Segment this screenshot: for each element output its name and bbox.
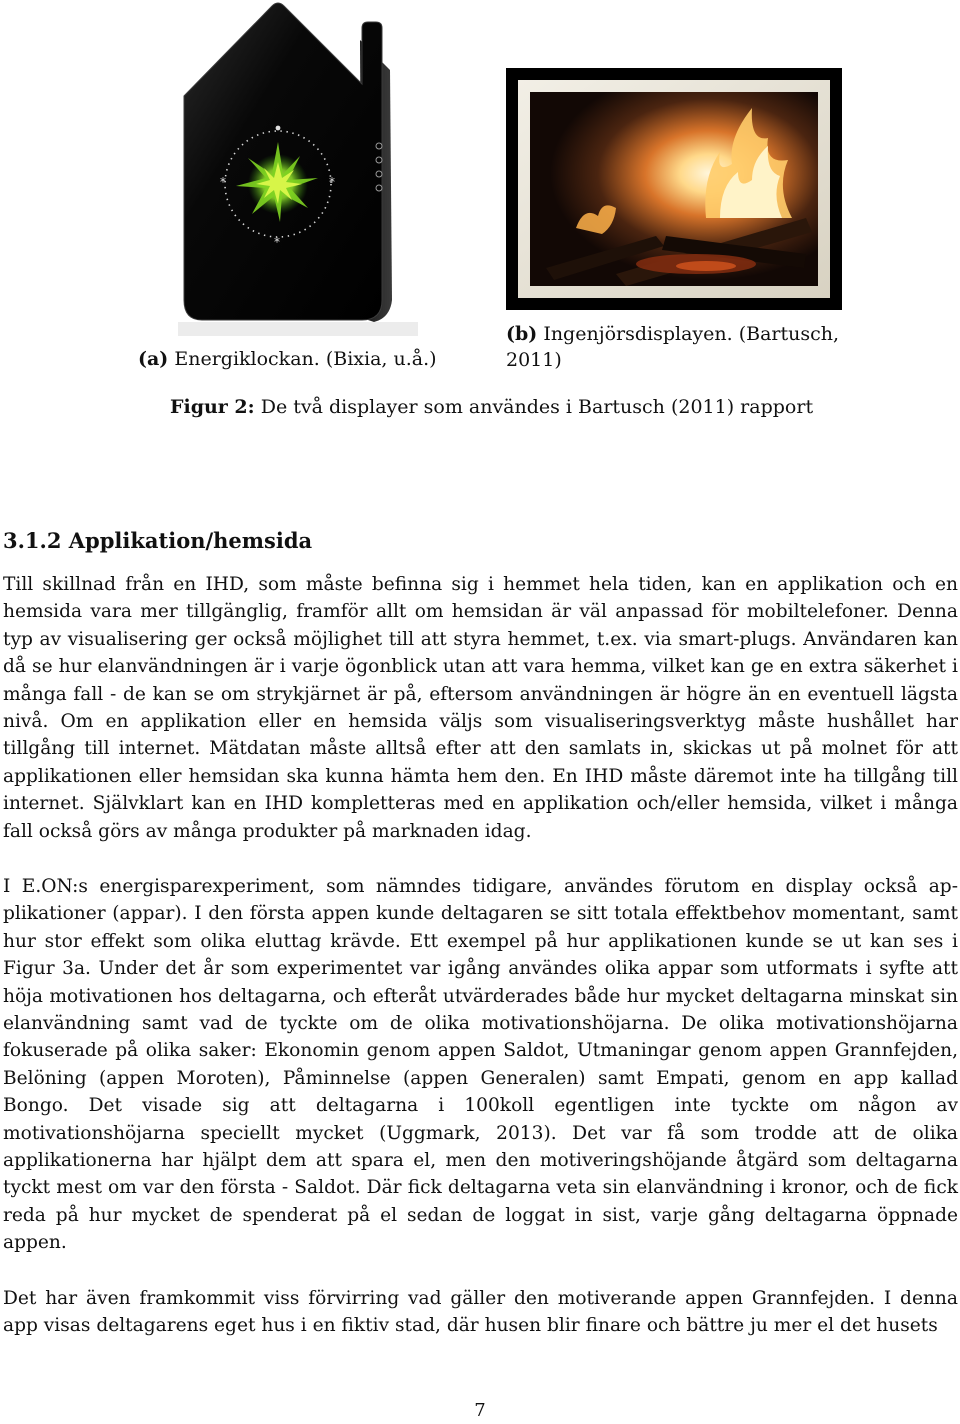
caption-b-line2: 2011) — [506, 349, 562, 371]
caption-a — [138, 347, 437, 372]
paragraph-3: Det har även framkommit viss förvirring vad gäller den motiverande appen Grannfejden. I denna app visas deltagarens eget hus i en fiktiv stad, där husen blir finare och bättre ju mer el det husets — [3, 1288, 958, 1337]
caption-b-line1: Ingenjörsdisplayen. (Bartusch, — [543, 323, 840, 345]
caption-b-cont — [506, 348, 562, 373]
fireplace-display-image — [506, 68, 842, 310]
figure-caption-text: De två displayer som användes i Bartusch (2011) rapport — [260, 396, 814, 418]
figure-label: Figur 2: — [170, 396, 255, 418]
caption-a-label: (a) — [138, 348, 169, 370]
svg-text:*: * — [220, 175, 226, 189]
paragraph-2: I E.ON:s energisparexperiment, som nämndes tidigare, användes förutom en display också applikationer (appar). I den första appen kunde deltagaren se sitt totala effektbehov momentant, samt hur stor effekt som olika eluttag krävde. Ett exempel på hur applikationen kunde se ut kan ses i Figur 3a. Under det år som experimentet var igång användes olika appar som utformats i syfte att höja motivationen hos deltagarna, och efteråt utvärderades både hur mycket deltagarna minskat sin elanvändning samt vad de tyckte om de olika motivationshöjarna. De olika motivationshöjarna fokuserade på olika saker: Ekonomin genom appen Saldot, Utmaningar genom appen Grannfejden, Belöning (appen Moroten), Påminnelse (appen Generalen) samt Empati, genom en app kallad Bongo. Det visade sig att deltagarna i 100koll egentligen inte tyckte om någon av motivationshöjarna speciellt mycket (Uggmark, 2013). Det var få som trodde att de olika applikationerna har hjälpt dem att spara el, men den motiveringshöjande åtgärd som deltagarna tyckt mest om var den första - Saldot. Där fick deltagarna veta sin elanvändning i kronor, och de fick reda på hur mycket de spenderat på el sedan de loggat in sist, varje gång deltagarna öppnade appen. — [3, 876, 958, 1254]
caption-b — [506, 322, 839, 347]
paragraph-1: Till skillnad från en IHD, som måste befinna sig i hemmet hela tiden, kan en applikation och en hemsida vara mer tillgänglig, framför allt om hemsidan är väl anpassad för mobiltelefoner. Denna typ av visualisering ger också möjlighet till att styra hemmet, t.ex. via smart-plugs. Användaren kan då se hur elanvändningen är i varje ögonblick utan att vara hemma, vilket kan ge en extra säkerhet i många fall - de kan se om strykjärnet är på, eftersom användningen är högre än en eventuell lägsta nivå. Om en applikation eller en hemsida väljs som visualiseringsverktyg måste hushållet har tillgång till internet. Mätdatan måste alltså efter att den samlats in, skickas ut på molnet för att applikationen eller hemsidan ska kunna hämta hem den. En IHD måste däremot inte ha tillgång till internet. Självklart kan en IHD kompletteras med en applikation och/eller hemsida, vilket i många fall också görs av många produkter på marknaden idag. — [3, 574, 958, 842]
page-number: 7 — [474, 1400, 486, 1421]
energy-clock-image — [178, 0, 418, 336]
caption-a-text: Energiklockan. (Bixia, u.å.) — [174, 348, 437, 370]
svg-text:*: * — [274, 235, 280, 249]
section-heading: 3.1.2 Applikation/hemsida — [3, 528, 313, 553]
svg-text:*: * — [329, 175, 335, 189]
caption-b-label: (b) — [506, 323, 538, 345]
figure-caption — [170, 395, 813, 420]
